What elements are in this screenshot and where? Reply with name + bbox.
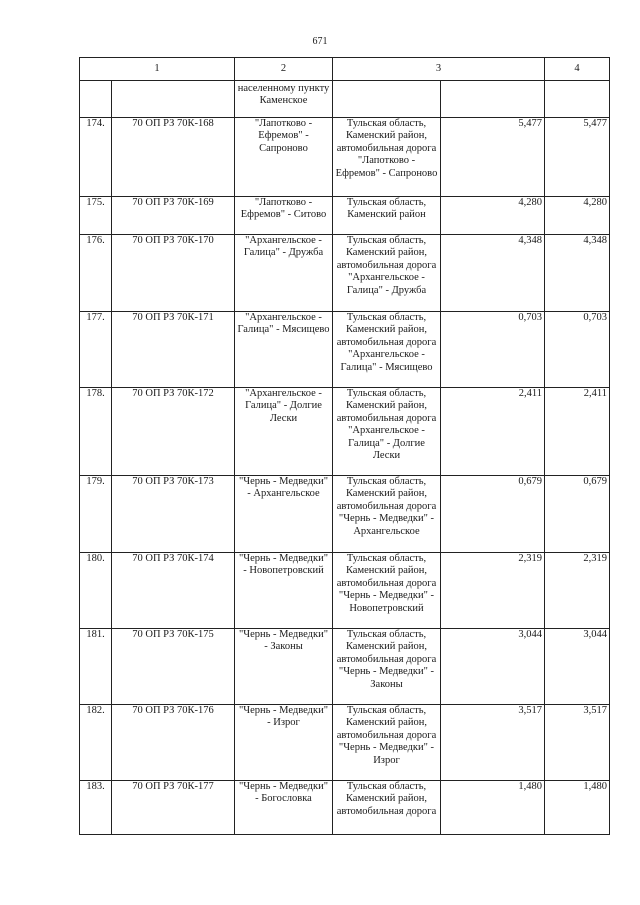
continuation-row bbox=[80, 81, 610, 118]
header-cell-2: 2 bbox=[235, 58, 333, 81]
row-number: 175. bbox=[80, 197, 112, 235]
road-code: 70 ОП РЗ 70К-168 bbox=[112, 118, 235, 197]
table-row bbox=[80, 388, 610, 476]
road-length: 0,703 bbox=[441, 312, 545, 388]
road-name: "Чернь - Медведки" - Новопетровский bbox=[235, 553, 333, 629]
road-location: Тульская область, Каменский район, автомобильная дорога "Архангельское - Галица" - Мясищево bbox=[333, 312, 441, 388]
row-number: 180. bbox=[80, 553, 112, 629]
road-length: 1,480 bbox=[441, 781, 545, 835]
table-row bbox=[80, 553, 610, 629]
row-number: 174. bbox=[80, 118, 112, 197]
table-header-row bbox=[80, 58, 610, 81]
road-length: 3,044 bbox=[441, 629, 545, 705]
row-number: 182. bbox=[80, 705, 112, 781]
road-code: 70 ОП РЗ 70К-177 bbox=[112, 781, 235, 835]
continuation-name: населенному пункту Каменское bbox=[235, 81, 333, 118]
table-row bbox=[80, 476, 610, 553]
row-number: 178. bbox=[80, 388, 112, 476]
road-length-total: 2,319 bbox=[545, 553, 610, 629]
road-name: "Чернь - Медведки" - Богословка bbox=[235, 781, 333, 835]
road-code: 70 ОП РЗ 70К-170 bbox=[112, 235, 235, 312]
road-name: "Архангельское - Галица" - Мясищево bbox=[235, 312, 333, 388]
table-row bbox=[80, 312, 610, 388]
road-code: 70 ОП РЗ 70К-173 bbox=[112, 476, 235, 553]
road-location: Тульская область, Каменский район, автомобильная дорога "Лапотково - Ефремов" - Сапроново bbox=[333, 118, 441, 197]
table-row bbox=[80, 629, 610, 705]
road-code: 70 ОП РЗ 70К-175 bbox=[112, 629, 235, 705]
table-row bbox=[80, 781, 610, 835]
road-length-total: 5,477 bbox=[545, 118, 610, 197]
row-number: 181. bbox=[80, 629, 112, 705]
road-code: 70 ОП РЗ 70К-171 bbox=[112, 312, 235, 388]
road-length: 3,517 bbox=[441, 705, 545, 781]
road-name: "Архангельское - Галица" - Долгие Лески bbox=[235, 388, 333, 476]
road-length-total: 3,044 bbox=[545, 629, 610, 705]
road-name: "Чернь - Медведки" - Законы bbox=[235, 629, 333, 705]
page-number: 671 bbox=[312, 36, 328, 47]
row-number: 183. bbox=[80, 781, 112, 835]
road-location: Тульская область, Каменский район, автомобильная дорога "Чернь - Медведки" - Законы bbox=[333, 629, 441, 705]
road-name: "Лапотково - Ефремов" - Ситово bbox=[235, 197, 333, 235]
road-code: 70 ОП РЗ 70К-169 bbox=[112, 197, 235, 235]
table-row bbox=[80, 197, 610, 235]
header-cell-3: 3 bbox=[333, 58, 545, 81]
road-name: "Лапотково - Ефремов" - Сапроново bbox=[235, 118, 333, 197]
row-number: 179. bbox=[80, 476, 112, 553]
road-length: 5,477 bbox=[441, 118, 545, 197]
road-name: "Чернь - Медведки" - Изрог bbox=[235, 705, 333, 781]
road-length: 2,319 bbox=[441, 553, 545, 629]
road-name: "Архангельское - Галица" - Дружба bbox=[235, 235, 333, 312]
header-cell-1: 1 bbox=[80, 58, 235, 81]
road-location: Тульская область, Каменский район, автомобильная дорога "Чернь - Медведки" - Изрог bbox=[333, 705, 441, 781]
road-location: Тульская область, Каменский район bbox=[333, 197, 441, 235]
road-length: 4,280 bbox=[441, 197, 545, 235]
table-row bbox=[80, 235, 610, 312]
road-code: 70 ОП РЗ 70К-172 bbox=[112, 388, 235, 476]
road-length-total: 4,348 bbox=[545, 235, 610, 312]
road-length: 0,679 bbox=[441, 476, 545, 553]
road-location: Тульская область, Каменский район, автомобильная дорога "Чернь - Медведки" - Архангельское bbox=[333, 476, 441, 553]
table-row bbox=[80, 118, 610, 197]
row-number: 176. bbox=[80, 235, 112, 312]
road-length: 4,348 bbox=[441, 235, 545, 312]
road-length-total: 0,703 bbox=[545, 312, 610, 388]
road-name: "Чернь - Медведки" - Архангельское bbox=[235, 476, 333, 553]
header-cell-4: 4 bbox=[545, 58, 610, 81]
road-registry-table bbox=[79, 57, 610, 835]
road-length: 2,411 bbox=[441, 388, 545, 476]
road-location: Тульская область, Каменский район, автомобильная дорога "Архангельское - Галица" - Долгие Лески bbox=[333, 388, 441, 476]
road-length-total: 1,480 bbox=[545, 781, 610, 835]
road-length-total: 2,411 bbox=[545, 388, 610, 476]
road-code: 70 ОП РЗ 70К-174 bbox=[112, 553, 235, 629]
row-number: 177. bbox=[80, 312, 112, 388]
road-location: Тульская область, Каменский район, автомобильная дорога "Архангельское - Галица" - Дружба bbox=[333, 235, 441, 312]
road-code: 70 ОП РЗ 70К-176 bbox=[112, 705, 235, 781]
road-location: Тульская область, Каменский район, автомобильная дорога "Чернь - Медведки" - Новопетровский bbox=[333, 553, 441, 629]
road-length-total: 3,517 bbox=[545, 705, 610, 781]
road-length-total: 4,280 bbox=[545, 197, 610, 235]
table-row bbox=[80, 705, 610, 781]
road-length-total: 0,679 bbox=[545, 476, 610, 553]
road-location: Тульская область, Каменский район, автомобильная дорога bbox=[333, 781, 441, 835]
